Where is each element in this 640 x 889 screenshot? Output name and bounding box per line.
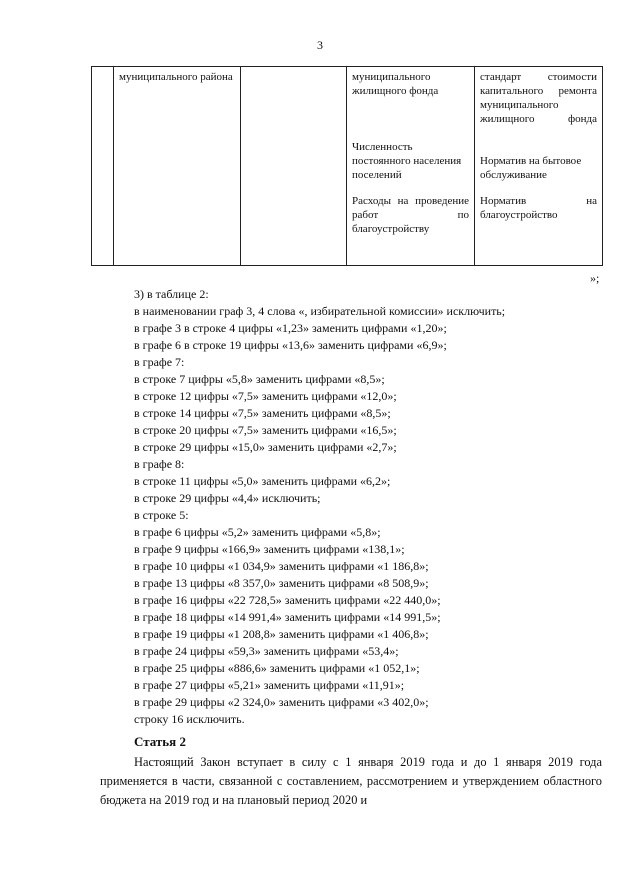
table-cell-indicators bbox=[347, 67, 475, 266]
table-cell-municipality bbox=[114, 67, 241, 266]
indicator-1: муниципального жилищного фонда bbox=[352, 71, 439, 97]
amendment-line: в графе 6 в строке 19 цифры «13,6» заменить цифрами «6,9»; bbox=[134, 338, 447, 352]
page-number: 3 bbox=[317, 38, 323, 52]
normative-2: Норматив на бытовое обслуживание bbox=[480, 155, 582, 181]
amendment-line: строку 16 исключить. bbox=[134, 712, 245, 726]
amendment-line: в графе 27 цифры «5,21» заменить цифрами «11,91»; bbox=[134, 678, 405, 692]
amendment-line: в строке 5: bbox=[134, 508, 189, 522]
continued-table bbox=[91, 66, 603, 266]
amendment-line: в графе 16 цифры «22 728,5» заменить цифрами «22 440,0»; bbox=[134, 593, 441, 607]
indicator-3: Расходы на проведение работ по благоустройству bbox=[352, 195, 469, 235]
amendment-line: в строке 14 цифры «7,5» заменить цифрами «8,5»; bbox=[134, 406, 391, 420]
amendment-line: в наименовании граф 3, 4 слова «, избирательной комиссии» исключить; bbox=[134, 304, 506, 318]
amendment-line: в графе 29 цифры «2 324,0» заменить цифрами «3 402,0»; bbox=[134, 695, 429, 709]
amendment-line: в строке 7 цифры «5,8» заменить цифрами «8,5»; bbox=[134, 372, 385, 386]
normative-1: стандарт стоимости капитального ремонта муниципального жилищного фонда bbox=[480, 71, 597, 125]
amendment-line: в графе 25 цифры «886,6» заменить цифрами «1 052,1»; bbox=[134, 661, 420, 675]
amendment-line: в графе 3 в строке 4 цифры «1,23» заменить цифрами «1,20»; bbox=[134, 321, 447, 335]
amendment-line: 3) в таблице 2: bbox=[134, 287, 209, 301]
amendment-line: в графе 10 цифры «1 034,9» заменить цифрами «1 186,8»; bbox=[134, 559, 429, 573]
amendment-line: в строке 29 цифры «15,0» заменить цифрами «2,7»; bbox=[134, 440, 397, 454]
table-cell-empty bbox=[92, 67, 114, 266]
amendment-line: в графе 9 цифры «166,9» заменить цифрами «138,1»; bbox=[134, 542, 405, 556]
article-title: Статья 2 bbox=[134, 734, 186, 749]
amendment-line: в графе 6 цифры «5,2» заменить цифрами «5,8»; bbox=[134, 525, 381, 539]
amendment-line: в строке 20 цифры «7,5» заменить цифрами «16,5»; bbox=[134, 423, 397, 437]
amendment-line: в графе 18 цифры «14 991,4» заменить цифрами «14 991,5»; bbox=[134, 610, 441, 624]
closing-quote: »; bbox=[590, 271, 600, 285]
amendment-line: в строке 29 цифры «4,4» исключить; bbox=[134, 491, 321, 505]
amendments-list bbox=[134, 286, 604, 728]
article-body: Настоящий Закон вступает в силу с 1 января 2019 года и до 1 января 2019 года применяется в части, связанной с составлением, рассмотрением и утверждением областного бюджета на 2019 год и на плановый период 2020 и bbox=[100, 755, 602, 807]
amendment-line: в графе 7: bbox=[134, 355, 185, 369]
table-row bbox=[92, 67, 603, 266]
amendment-line: в строке 11 цифры «5,0» заменить цифрами «6,2»; bbox=[134, 474, 391, 488]
indicator-2: Численность постоянного населения поселений bbox=[352, 141, 462, 181]
table-cell-normatives bbox=[475, 67, 603, 266]
amendment-line: в строке 12 цифры «7,5» заменить цифрами «12,0»; bbox=[134, 389, 397, 403]
table-cell-text: муниципального района bbox=[119, 71, 233, 83]
amendment-line: в графе 8: bbox=[134, 457, 185, 471]
amendment-line: в графе 19 цифры «1 208,8» заменить цифрами «1 406,8»; bbox=[134, 627, 429, 641]
amendment-line: в графе 13 цифры «8 357,0» заменить цифрами «8 508,9»; bbox=[134, 576, 429, 590]
table-cell-empty bbox=[241, 67, 347, 266]
amendment-line: в графе 24 цифры «59,3» заменить цифрами «53,4»; bbox=[134, 644, 399, 658]
normative-3: Норматив на благоустройство bbox=[480, 195, 597, 221]
